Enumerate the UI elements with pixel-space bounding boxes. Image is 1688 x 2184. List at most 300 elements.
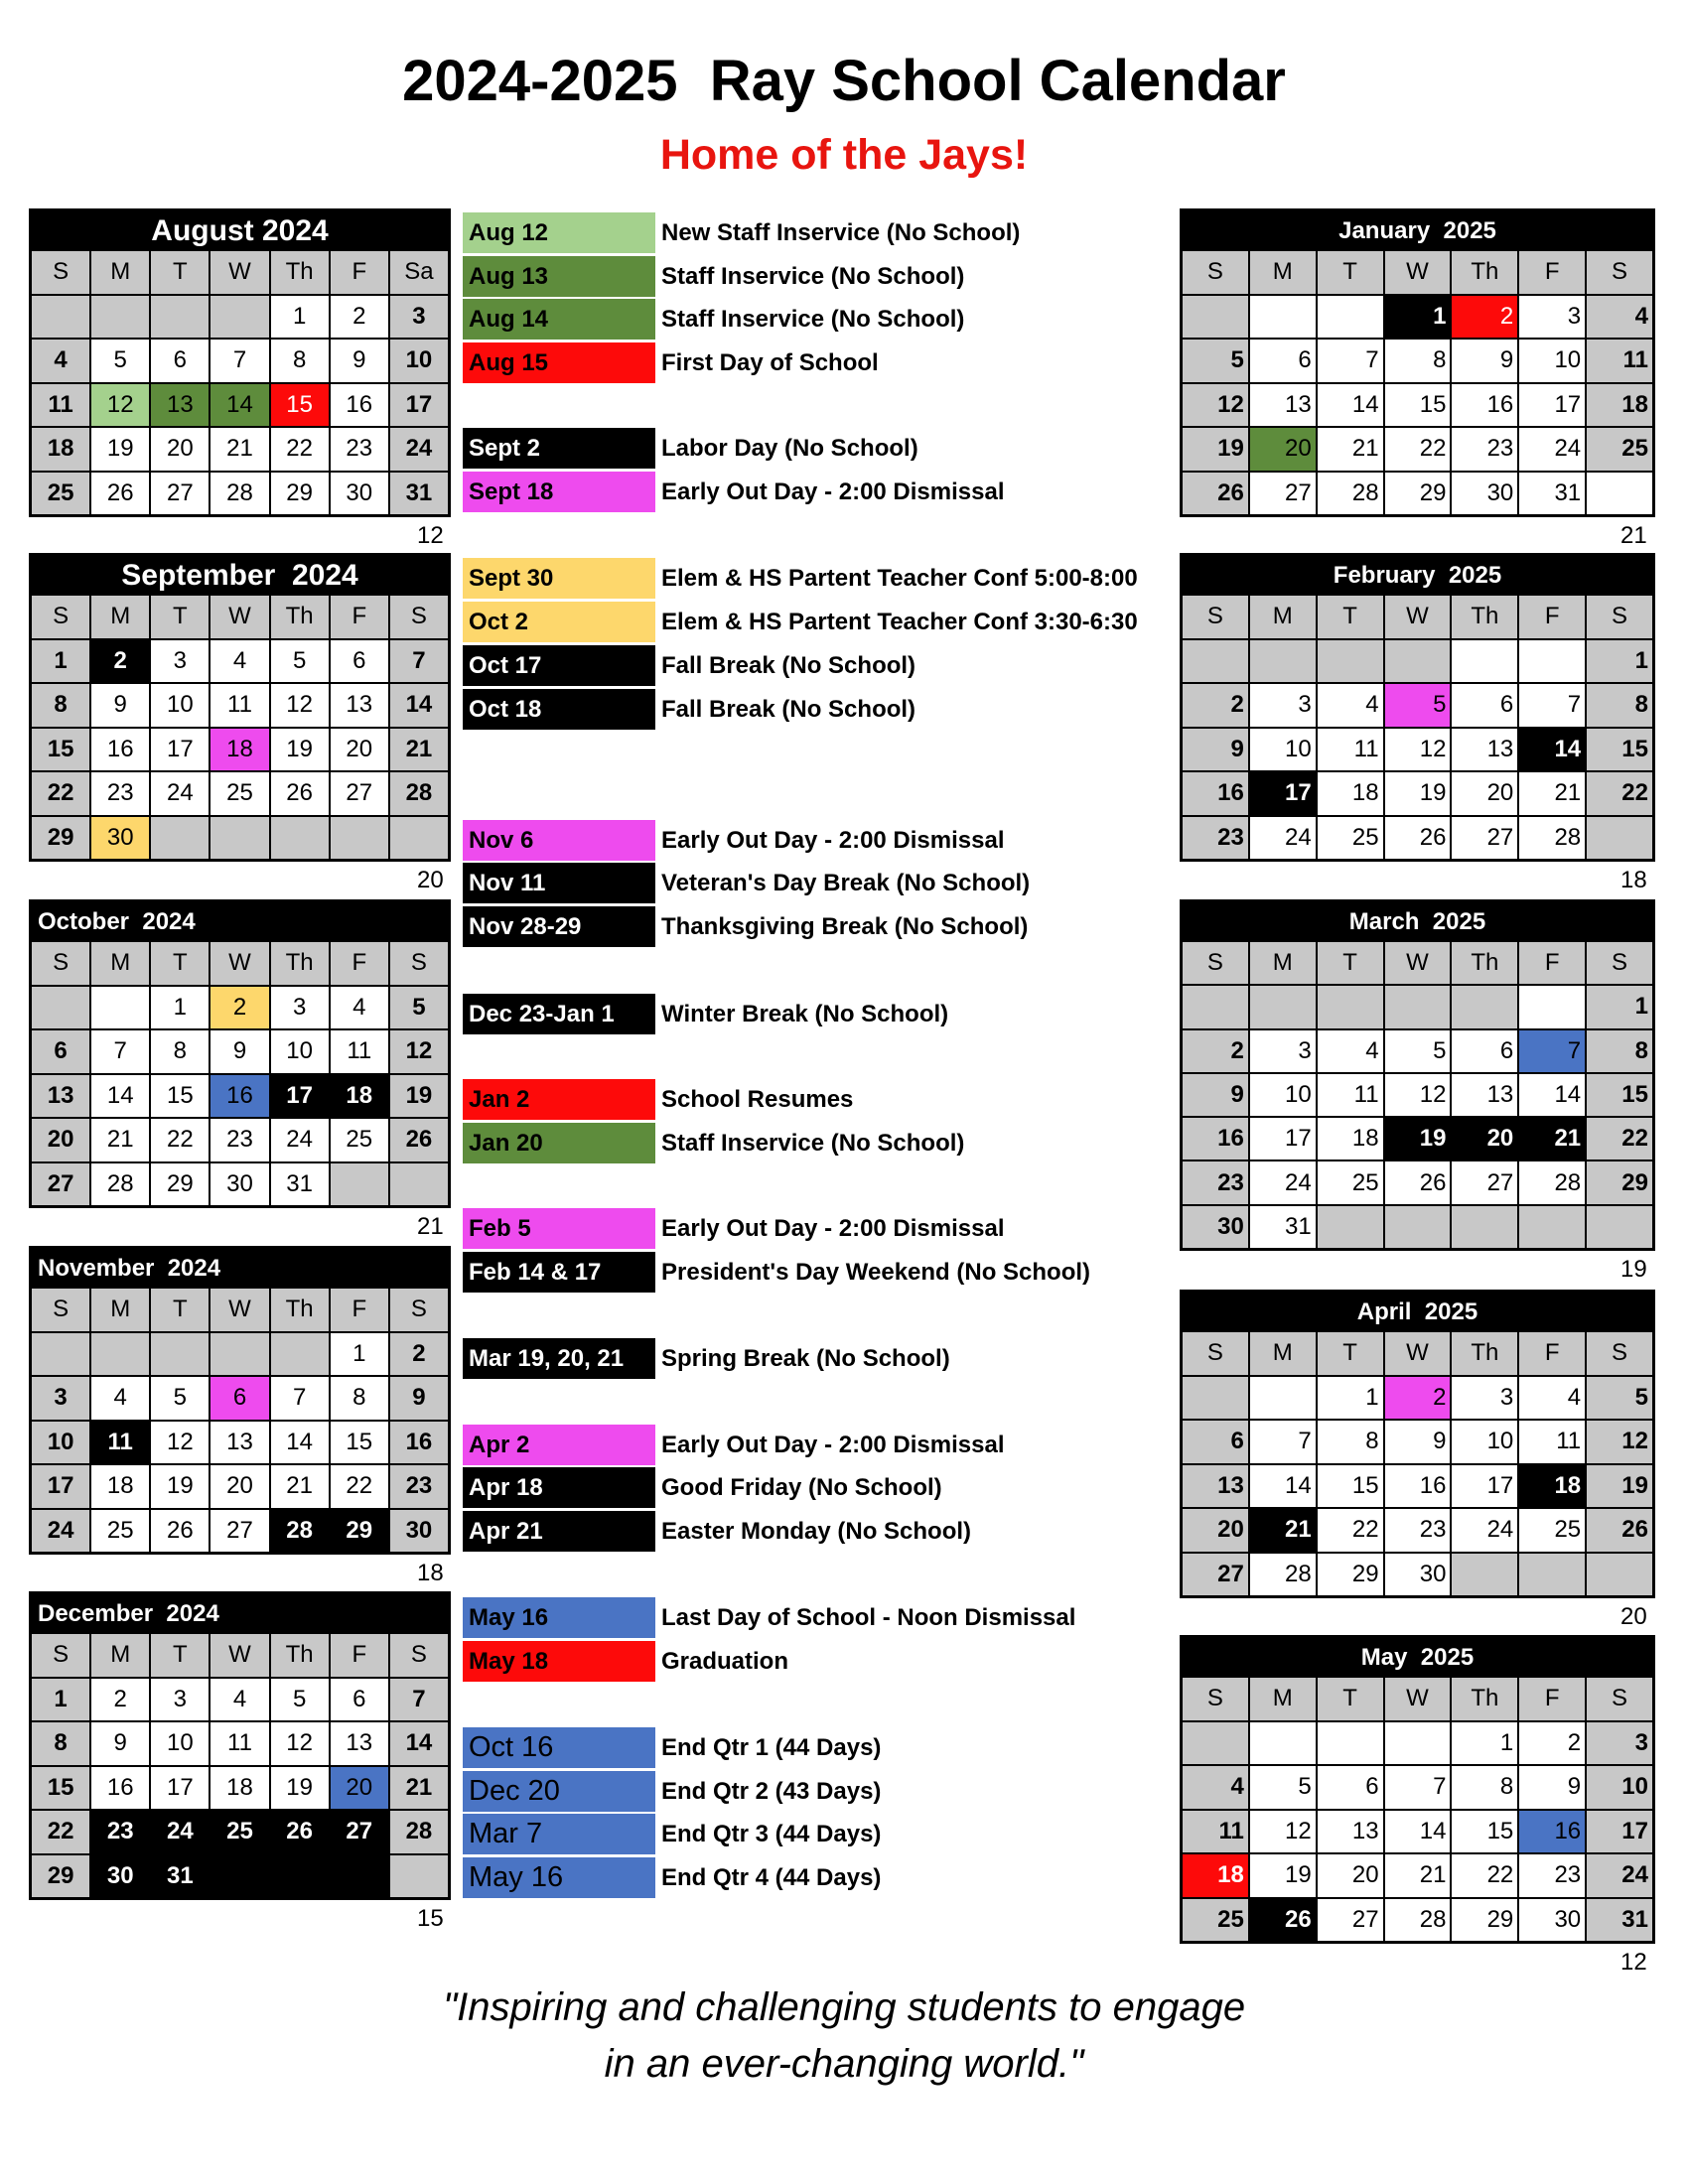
event-date: Mar 19, 20, 21 (463, 1338, 655, 1379)
weekday-header: S (1587, 1678, 1652, 1720)
day-cell: 19 (390, 1075, 448, 1118)
day-cell: 8 (1587, 684, 1652, 727)
event-description: School Resumes (661, 1085, 854, 1113)
day-cell: 29 (1587, 1161, 1652, 1203)
event-description: End Qtr 4 (44 Days) (661, 1863, 882, 1891)
day-cell: 16 (91, 1767, 149, 1810)
day-cell: 28 (390, 1811, 448, 1853)
day-cell: 12 (91, 384, 149, 427)
empty-cell (211, 817, 268, 860)
day-cell: 6 (1318, 1766, 1383, 1809)
day-cell: 26 (390, 1119, 448, 1161)
event-date: Oct 2 (463, 602, 655, 642)
day-cell: 18 (1318, 1118, 1383, 1160)
day-cell: 23 (1183, 1161, 1248, 1203)
empty-cell (1452, 986, 1517, 1027)
day-cell: 11 (1183, 1811, 1248, 1853)
day-cell: 9 (390, 1377, 448, 1420)
month-title: December 2024 (38, 1600, 219, 1627)
calendar-dec (29, 1591, 451, 1900)
day-cell: 10 (1250, 729, 1316, 771)
empty-cell (1250, 1377, 1316, 1420)
school-days-count: 18 (1620, 867, 1647, 893)
weekday-header: S (390, 1289, 448, 1331)
day-cell: 4 (32, 340, 89, 382)
day-cell: 10 (32, 1422, 89, 1464)
day-cell: 25 (211, 772, 268, 815)
month-title: September 2024 (121, 559, 358, 592)
day-cell: 9 (1452, 340, 1517, 382)
day-cell: 14 (1385, 1811, 1451, 1853)
weekday-header: Th (271, 1634, 329, 1677)
day-cell: 8 (1587, 1030, 1652, 1072)
weekday-header: M (91, 251, 149, 294)
calendar-apr (1180, 1290, 1655, 1598)
day-cell: 15 (1587, 1074, 1652, 1116)
day-cell: 18 (211, 729, 268, 771)
event-date: Apr 18 (463, 1467, 655, 1508)
event-description: Easter Monday (No School) (661, 1517, 972, 1545)
day-cell: 13 (1250, 384, 1316, 427)
day-cell: 24 (151, 772, 209, 815)
month-grid (1183, 251, 1652, 514)
day-cell: 20 (32, 1119, 89, 1161)
day-cell: 20 (1250, 428, 1316, 471)
weekday-header: F (331, 596, 388, 638)
day-cell: 5 (1385, 684, 1451, 727)
weekday-header: T (151, 1289, 209, 1331)
day-cell: 13 (1183, 1465, 1248, 1508)
day-cell: 14 (390, 684, 448, 727)
day-cell: 13 (331, 684, 388, 727)
weekday-header: Th (1452, 1332, 1517, 1375)
empty-cell (1250, 640, 1316, 683)
day-cell: 5 (1385, 1030, 1451, 1072)
event-description: Thanksgiving Break (No School) (661, 912, 1029, 940)
day-cell: 11 (1318, 1074, 1383, 1116)
day-cell: 5 (271, 1679, 329, 1721)
weekday-header: T (1318, 596, 1383, 638)
day-cell: 2 (91, 1679, 149, 1721)
empty-cell (32, 1333, 89, 1376)
day-cell: 10 (151, 684, 209, 727)
day-cell: 30 (1452, 473, 1517, 515)
empty-cell (91, 296, 149, 339)
day-cell: 27 (151, 473, 209, 515)
event-date: Oct 16 (463, 1727, 655, 1768)
day-cell: 22 (1385, 428, 1451, 471)
day-cell: 28 (211, 473, 268, 515)
weekday-header: M (1250, 1678, 1316, 1720)
day-cell: 21 (1519, 772, 1585, 815)
weekday-header: F (1519, 1678, 1585, 1720)
day-cell: 3 (1250, 684, 1316, 727)
day-cell: 15 (331, 1422, 388, 1464)
day-cell: 13 (151, 384, 209, 427)
day-cell: 17 (151, 1767, 209, 1810)
day-cell: 5 (91, 340, 149, 382)
event-row (463, 558, 1138, 599)
event-date: Oct 18 (463, 689, 655, 730)
day-cell: 7 (1385, 1766, 1451, 1809)
day-cell: 19 (1587, 1465, 1652, 1508)
day-cell: 24 (32, 1510, 89, 1553)
empty-cell (1452, 1206, 1517, 1248)
event-date: Apr 21 (463, 1511, 655, 1552)
weekday-header: T (151, 1634, 209, 1677)
day-cell: 2 (1452, 296, 1517, 339)
day-cell: 21 (1519, 1118, 1585, 1160)
day-cell: 19 (1385, 1118, 1451, 1160)
day-cell: 13 (1452, 729, 1517, 771)
event-description: End Qtr 1 (44 Days) (661, 1733, 882, 1761)
day-cell: 8 (1318, 1421, 1383, 1463)
day-cell: 13 (32, 1075, 89, 1118)
day-cell: 13 (1318, 1811, 1383, 1853)
day-cell: 12 (390, 1030, 448, 1073)
day-cell: 20 (1183, 1509, 1248, 1552)
empty-cell (211, 296, 268, 339)
event-row (463, 1641, 788, 1682)
day-cell: 2 (1385, 1377, 1451, 1420)
day-cell: 11 (1587, 340, 1652, 382)
day-cell: 15 (151, 1075, 209, 1118)
day-cell: 5 (151, 1377, 209, 1420)
event-description: Early Out Day - 2:00 Dismissal (661, 1431, 1005, 1458)
day-cell: 9 (331, 340, 388, 382)
event-description: Staff Inservice (No School) (661, 305, 965, 333)
event-date: May 16 (463, 1597, 655, 1638)
day-cell: 4 (1318, 684, 1383, 727)
empty-cell (1318, 640, 1383, 683)
day-cell: 20 (151, 428, 209, 471)
empty-cell (390, 817, 448, 860)
event-description: Early Out Day - 2:00 Dismissal (661, 478, 1005, 505)
event-row (463, 299, 964, 340)
day-cell: 7 (1519, 1030, 1585, 1072)
event-row (463, 1467, 942, 1508)
day-cell: 8 (151, 1030, 209, 1073)
weekday-header: Th (1452, 1678, 1517, 1720)
day-cell: 1 (331, 1333, 388, 1376)
empty-cell (32, 987, 89, 1029)
event-date: Feb 5 (463, 1208, 655, 1249)
day-cell: 18 (32, 428, 89, 471)
day-cell: 26 (151, 1510, 209, 1553)
day-cell: 20 (211, 1465, 268, 1508)
event-row (463, 1727, 881, 1768)
day-cell: 25 (211, 1811, 268, 1853)
day-cell: 19 (271, 1767, 329, 1810)
event-date: Aug 14 (463, 299, 655, 340)
day-cell: 22 (1318, 1509, 1383, 1552)
day-cell: 29 (271, 473, 329, 515)
event-date: May 18 (463, 1641, 655, 1682)
day-cell: 21 (1250, 1509, 1316, 1552)
event-date: Dec 23-Jan 1 (463, 994, 655, 1034)
day-cell: 31 (151, 1855, 209, 1898)
event-date: Nov 11 (463, 863, 655, 903)
empty-cell (1318, 1206, 1383, 1248)
month-title: April 2025 (1356, 1298, 1478, 1325)
day-cell: 15 (271, 384, 329, 427)
event-date: Feb 14 & 17 (463, 1252, 655, 1293)
empty-cell (1519, 640, 1585, 683)
day-cell: 30 (1385, 1554, 1451, 1596)
day-cell: 9 (1183, 729, 1248, 771)
event-description: Elem & HS Partent Teacher Conf 5:00-8:00 (661, 564, 1138, 592)
empty-cell (1183, 296, 1248, 339)
day-cell: 3 (151, 640, 209, 683)
day-cell: 14 (271, 1422, 329, 1464)
day-cell: 7 (91, 1030, 149, 1073)
event-date: Jan 20 (463, 1123, 655, 1163)
weekday-header: Th (1452, 596, 1517, 638)
day-cell: 9 (211, 1030, 268, 1073)
day-cell: 25 (1519, 1509, 1585, 1552)
day-cell: 26 (1250, 1899, 1316, 1942)
day-cell: 24 (1587, 1854, 1652, 1897)
day-cell: 3 (1452, 1377, 1517, 1420)
day-cell: 23 (91, 772, 149, 815)
day-cell: 30 (1519, 1899, 1585, 1942)
empty-cell (1587, 1554, 1652, 1596)
event-row (463, 342, 879, 383)
day-cell: 3 (32, 1377, 89, 1420)
weekday-header: S (1183, 1332, 1248, 1375)
day-cell: 21 (390, 729, 448, 771)
day-cell: 3 (151, 1679, 209, 1721)
weekday-header: S (1183, 1678, 1248, 1720)
day-cell: 24 (1452, 1509, 1517, 1552)
day-cell: 11 (331, 1030, 388, 1073)
day-cell: 16 (1385, 1465, 1451, 1508)
event-row (463, 1814, 881, 1854)
weekday-header: T (151, 942, 209, 985)
day-cell: 10 (271, 1030, 329, 1073)
weekday-header: W (1385, 942, 1451, 984)
day-cell: 7 (390, 640, 448, 683)
day-cell: 27 (331, 1811, 388, 1853)
day-cell: 9 (1519, 1766, 1585, 1809)
day-cell: 1 (1452, 1722, 1517, 1765)
month-title: January 2025 (1338, 217, 1496, 244)
day-cell: 12 (1183, 384, 1248, 427)
day-cell: 19 (1250, 1854, 1316, 1897)
day-cell: 18 (91, 1465, 149, 1508)
day-cell: 15 (1587, 729, 1652, 771)
day-cell: 15 (32, 1767, 89, 1810)
day-cell: 11 (32, 384, 89, 427)
day-cell: 23 (211, 1119, 268, 1161)
weekday-header: Th (271, 942, 329, 985)
day-cell: 13 (211, 1422, 268, 1464)
weekday-header: W (211, 596, 268, 638)
day-cell: 17 (151, 729, 209, 771)
weekday-header: S (32, 1634, 89, 1677)
weekday-header: T (1318, 251, 1383, 294)
day-cell: 31 (1519, 473, 1585, 515)
day-cell: 4 (211, 1679, 268, 1721)
empty-cell (1587, 817, 1652, 860)
day-cell: 18 (1183, 1854, 1248, 1897)
weekday-header: S (390, 596, 448, 638)
day-cell: 7 (211, 340, 268, 382)
event-date: Dec 20 (463, 1771, 655, 1812)
day-cell: 28 (1318, 473, 1383, 515)
day-cell: 28 (1385, 1899, 1451, 1942)
event-description: First Day of School (661, 348, 879, 376)
day-cell: 24 (1250, 817, 1316, 860)
event-description: Fall Break (No School) (661, 695, 916, 723)
day-cell: 17 (390, 384, 448, 427)
empty-cell (1587, 1206, 1652, 1248)
day-cell: 17 (1587, 1811, 1652, 1853)
day-cell: 8 (271, 340, 329, 382)
day-cell: 27 (32, 1163, 89, 1206)
day-cell: 22 (32, 1811, 89, 1853)
empty-cell (271, 1855, 329, 1898)
weekday-header: W (1385, 1332, 1451, 1375)
day-cell: 28 (91, 1163, 149, 1206)
day-cell: 20 (1452, 772, 1517, 815)
day-cell: 5 (1183, 340, 1248, 382)
day-cell: 7 (1250, 1421, 1316, 1463)
day-cell: 8 (1452, 1766, 1517, 1809)
day-cell: 19 (151, 1465, 209, 1508)
event-row (463, 1123, 964, 1163)
day-cell: 1 (32, 1679, 89, 1721)
day-cell: 3 (1519, 296, 1585, 339)
event-row (463, 1597, 1075, 1638)
day-cell: 15 (1385, 384, 1451, 427)
day-cell: 6 (1183, 1421, 1248, 1463)
month-title: May 2025 (1360, 1644, 1475, 1671)
weekday-header: S (1587, 251, 1652, 294)
day-cell: 1 (1318, 1377, 1383, 1420)
weekday-header: M (1250, 942, 1316, 984)
event-date: May 16 (463, 1857, 655, 1898)
page-subtitle: Home of the Jays! (659, 131, 1029, 179)
day-cell: 13 (1452, 1074, 1517, 1116)
day-cell: 9 (91, 684, 149, 727)
day-cell: 3 (271, 987, 329, 1029)
day-cell: 27 (1250, 473, 1316, 515)
event-description: Good Friday (No School) (661, 1473, 942, 1501)
empty-cell (1318, 1722, 1383, 1765)
empty-cell (331, 817, 388, 860)
calendar-mar (1180, 899, 1655, 1251)
weekday-header: S (1587, 942, 1652, 984)
event-row (463, 472, 1005, 512)
event-description: End Qtr 3 (44 Days) (661, 1820, 882, 1847)
empty-cell (1183, 1722, 1248, 1765)
day-cell: 27 (1452, 817, 1517, 860)
day-cell: 12 (1250, 1811, 1316, 1853)
day-cell: 12 (1587, 1421, 1652, 1463)
day-cell: 29 (32, 817, 89, 860)
weekday-header: T (151, 251, 209, 294)
day-cell: 10 (1519, 340, 1585, 382)
event-row (463, 820, 1005, 861)
day-cell: 25 (1318, 817, 1383, 860)
day-cell: 25 (331, 1119, 388, 1161)
day-cell: 9 (91, 1722, 149, 1765)
school-days-count: 21 (417, 1213, 444, 1240)
school-days-count: 21 (1620, 522, 1647, 549)
month-title: November 2024 (38, 1255, 221, 1282)
day-cell: 1 (1587, 640, 1652, 683)
weekday-header: T (1318, 1678, 1383, 1720)
empty-cell (151, 296, 209, 339)
day-cell: 7 (1318, 340, 1383, 382)
day-cell: 28 (1250, 1554, 1316, 1596)
month-grid (32, 1634, 448, 1897)
weekday-header: F (331, 1634, 388, 1677)
day-cell: 4 (211, 640, 268, 683)
event-row (463, 428, 918, 469)
day-cell: 7 (271, 1377, 329, 1420)
day-cell: 1 (151, 987, 209, 1029)
month-grid (32, 942, 448, 1205)
event-row (463, 1771, 881, 1812)
day-cell: 4 (1318, 1030, 1383, 1072)
month-title: February 2025 (1333, 562, 1502, 589)
day-cell: 3 (390, 296, 448, 339)
day-cell: 20 (331, 729, 388, 771)
empty-cell (1452, 640, 1517, 683)
weekday-header: F (331, 251, 388, 294)
empty-cell (1183, 1377, 1248, 1420)
day-cell: 29 (32, 1855, 89, 1898)
day-cell: 26 (271, 1811, 329, 1853)
day-cell: 30 (331, 473, 388, 515)
day-cell: 4 (1183, 1766, 1248, 1809)
event-row (463, 1857, 881, 1898)
weekday-header: W (1385, 596, 1451, 638)
event-date: Aug 13 (463, 256, 655, 297)
day-cell: 23 (1183, 817, 1248, 860)
day-cell: 6 (32, 1030, 89, 1073)
day-cell: 12 (271, 1722, 329, 1765)
day-cell: 8 (32, 684, 89, 727)
weekday-header: Sa (390, 251, 448, 294)
day-cell: 11 (91, 1422, 149, 1464)
empty-cell (1452, 1554, 1517, 1596)
weekday-header: Th (271, 1289, 329, 1331)
school-days-count: 20 (1620, 1603, 1647, 1630)
weekday-header: Th (1452, 251, 1517, 294)
event-row (463, 256, 964, 297)
empty-cell (151, 1333, 209, 1376)
day-cell: 10 (1250, 1074, 1316, 1116)
day-cell: 9 (1385, 1421, 1451, 1463)
empty-cell (1385, 1722, 1451, 1765)
day-cell: 27 (1183, 1554, 1248, 1596)
event-description: Spring Break (No School) (661, 1344, 950, 1372)
day-cell: 8 (331, 1377, 388, 1420)
weekday-header: F (331, 942, 388, 985)
day-cell: 19 (1385, 772, 1451, 815)
day-cell: 14 (1318, 384, 1383, 427)
event-date: Aug 15 (463, 342, 655, 383)
empty-cell (1318, 296, 1383, 339)
day-cell: 11 (1318, 729, 1383, 771)
day-cell: 22 (1587, 1118, 1652, 1160)
day-cell: 26 (1183, 473, 1248, 515)
day-cell: 22 (1452, 1854, 1517, 1897)
empty-cell (1318, 986, 1383, 1027)
